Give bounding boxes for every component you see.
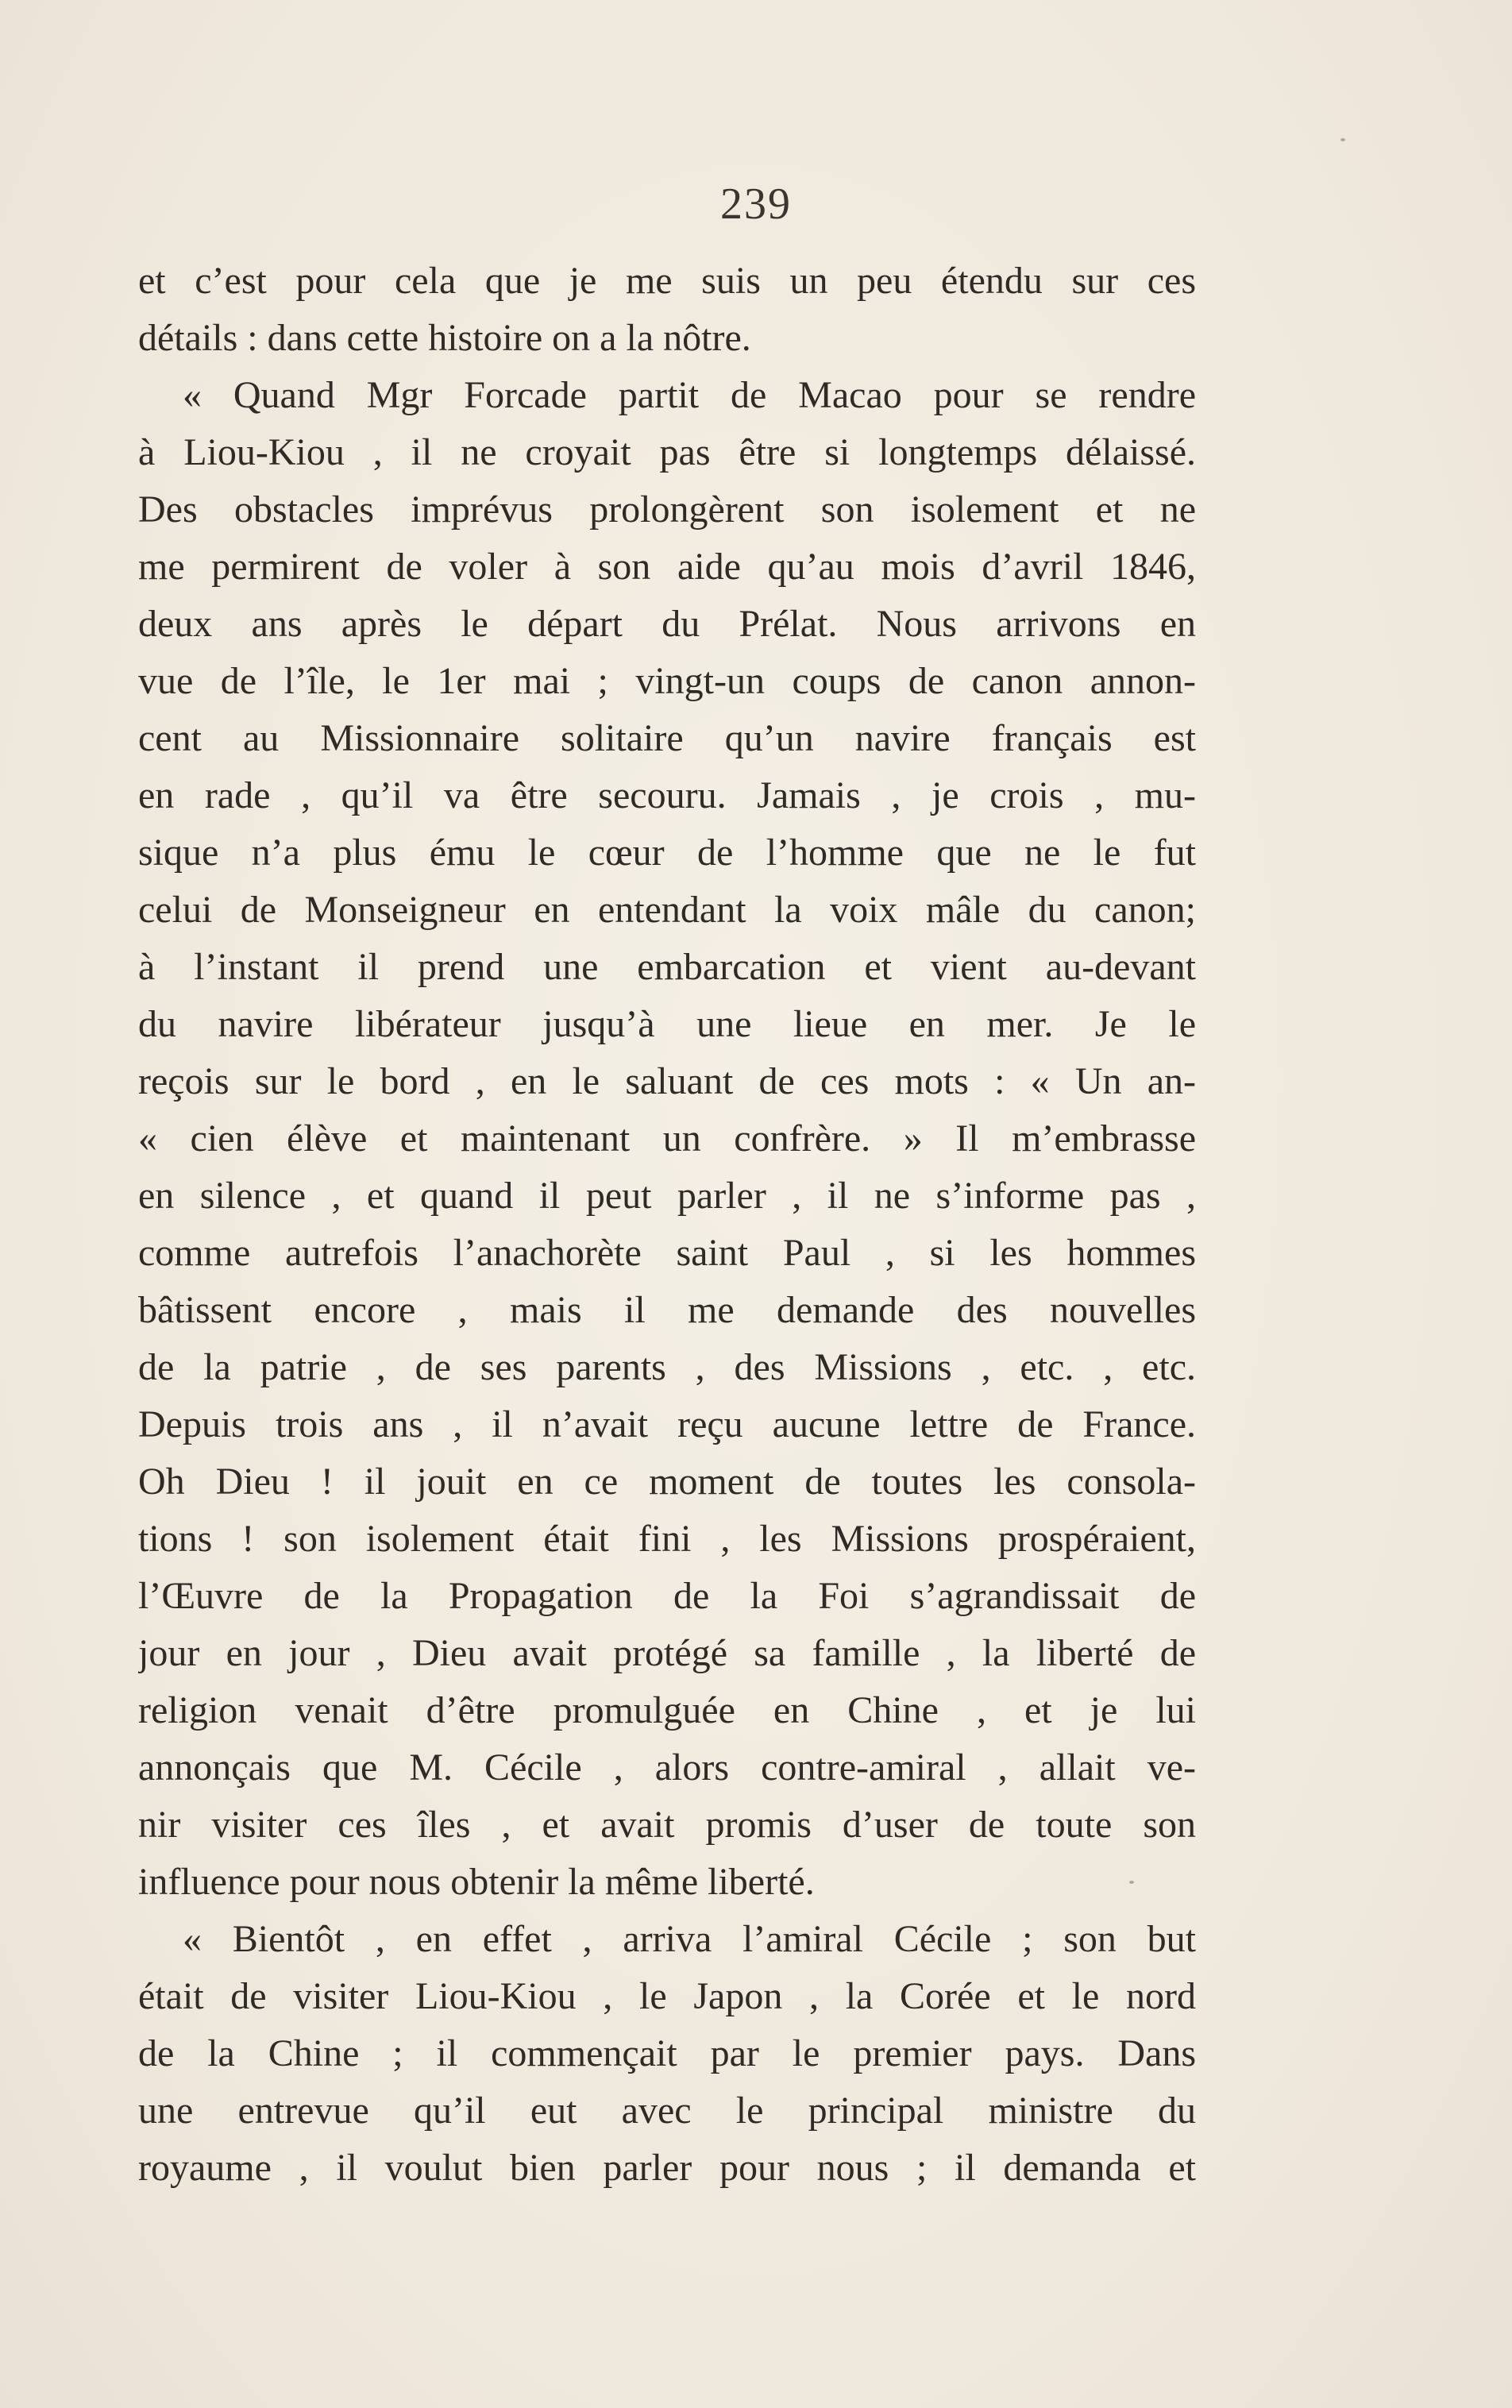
text-line: « cien élève et maintenant un confrère. » Il m’embrasse — [138, 1117, 1196, 1160]
text-line: influence pour nous obtenir la même liberté. — [138, 1861, 815, 1903]
text-line: comme autrefois l’anachorète saint Paul , si les hommes — [138, 1232, 1196, 1274]
text-line: « Quand Mgr Forcade partit de Macao pour se rendre — [183, 374, 1196, 416]
paper-speck — [1340, 138, 1345, 141]
text-line: sique n’a plus ému le cœur de l’homme que ne le fut — [138, 832, 1196, 874]
text-line: tions ! son isolement était fini , les Missions prospéraient, — [138, 1518, 1196, 1560]
text-line: jour en jour , Dieu avait protégé sa famille , la liberté de — [138, 1632, 1196, 1674]
text-line: reçois sur le bord , en le saluant de ces mots : « Un an- — [138, 1060, 1196, 1102]
text-line: en rade , qu’il va être secouru. Jamais , je crois , mu- — [138, 774, 1196, 816]
text-line: Depuis trois ans , il n’avait reçu aucune lettre de France. — [138, 1403, 1196, 1445]
text-line: de la Chine ; il commençait par le premier pays. Dans — [138, 2032, 1196, 2074]
text-line: et c’est pour cela que je me suis un peu étendu sur ces — [138, 260, 1196, 302]
text-line: bâtissent encore , mais il me demande des nouvelles — [138, 1289, 1196, 1331]
text-line: vue de l’île, le 1er mai ; vingt-un coups de canon annon- — [138, 660, 1196, 702]
text-line: me permirent de voler à son aide qu’au mois d’avril 1846, — [138, 546, 1196, 588]
paper-speck — [1129, 1881, 1134, 1884]
text-line: Oh Dieu ! il jouit en ce moment de toutes les consola- — [138, 1461, 1196, 1503]
text-line: en silence , et quand il peut parler , il ne s’informe pas , — [138, 1175, 1196, 1217]
text-line: Des obstacles imprévus prolongèrent son isolement et ne — [138, 488, 1196, 531]
body-text — [138, 253, 1196, 2197]
text-line: à Liou-Kiou , il ne croyait pas être si longtemps délaissé. — [138, 431, 1196, 473]
text-line: « Bientôt , en effet , arriva l’amiral Cécile ; son but — [183, 1918, 1196, 1960]
text-line: cent au Missionnaire solitaire qu’un navire français est — [138, 717, 1196, 759]
page-number: 239 — [720, 179, 792, 229]
text-line: était de visiter Liou-Kiou , le Japon , la Corée et le nord — [138, 1975, 1196, 2017]
text-line: de la patrie , de ses parents , des Missions , etc. , etc. — [138, 1346, 1196, 1388]
text-line: deux ans après le départ du Prélat. Nous arrivons en — [138, 603, 1196, 645]
text-line: détails : dans cette histoire on a la nôtre. — [138, 317, 751, 359]
text-line: l’Œuvre de la Propagation de la Foi s’agrandissait de — [138, 1575, 1196, 1617]
text-line: du navire libérateur jusqu’à une lieue en mer. Je le — [138, 1003, 1196, 1045]
text-line: royaume , il voulut bien parler pour nous ; il demanda et — [138, 2147, 1196, 2189]
text-line: annonçais que M. Cécile , alors contre-amiral , allait ve- — [138, 1746, 1196, 1789]
text-line: religion venait d’être promulguée en Chine , et je lui — [138, 1689, 1196, 1731]
text-line: nir visiter ces îles , et avait promis d’user de toute son — [138, 1804, 1196, 1846]
text-line: celui de Monseigneur en entendant la voix mâle du canon; — [138, 889, 1196, 931]
text-line: à l’instant il prend une embarcation et vient au-devant — [138, 946, 1196, 988]
text-line: une entrevue qu’il eut avec le principal ministre du — [138, 2090, 1196, 2132]
